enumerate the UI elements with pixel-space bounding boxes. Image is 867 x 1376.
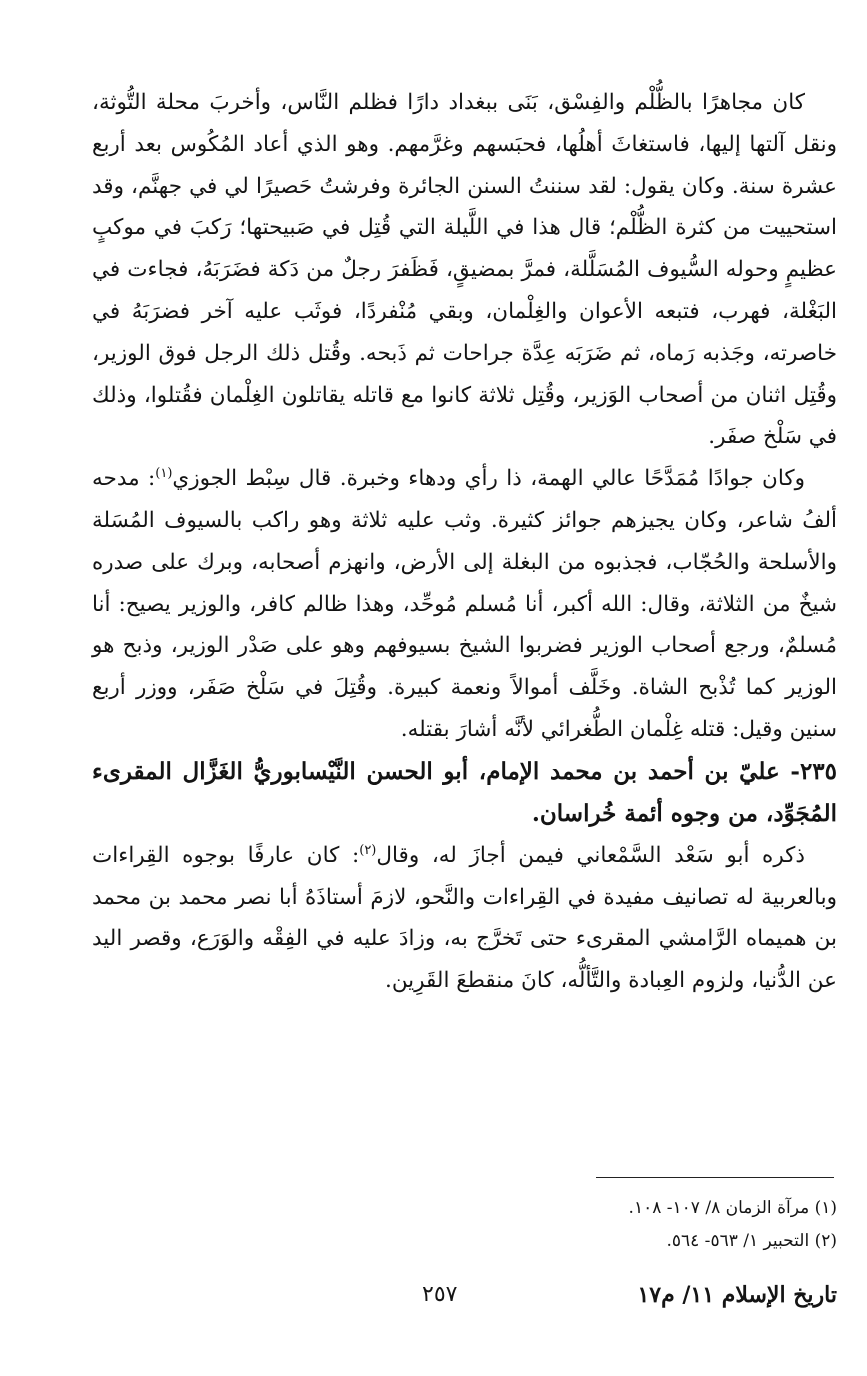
entry-heading: ٢٣٥- عليّ بن أحمد بن محمد الإمام، أبو الحسن النَّيْسابوريُّ الغَزَّال المقرىء المُجَوِّد، من وجوه أئمة خُراسان. xyxy=(92,757,837,827)
page-number: ٢٥٧ xyxy=(422,1282,458,1307)
footnote-marker-2: (٢) xyxy=(359,842,377,858)
paragraph-3-text-a: ذكره أبو سَعْد السَّمْعاني فيمن أجازَ له، وقال xyxy=(376,842,805,868)
paragraph-2-text-b: : مدحه ألفُ شاعر، وكان يجيزهم جوائز كثيرة. وثب عليه ثلاثة وهو راكب بالسيوف المُسَلة والأسلحة والحُجّاب، فجذبوه من البغلة إلى الأرض، وانهزم أصحابه، وبرك على صدره شيخٌ من الثلاثة، وقال: الله أكبر، أنا مُسلم مُوحِّد، وهذا ظالم كافر، والوزير يصيح: أنا مُسلمٌ، ورجع أصحاب الوزير فضربوا الشيخ بسيوفهم وهو على صَدْر الوزير، وذبح هو الوزير كما تُذْبح الشاة. وخَلَّف أموالاً ونعمة كبيرة. وقُتِلَ في سَلْخ صَفَر، ووزر أربع سنين وقيل: قتله غِلْمان الطُّغرائي لأنَّه أشارَ بقتله. xyxy=(92,466,837,742)
footnote-1: (١) مرآة الزمان ٨/ ١٠٧- ١٠٨. xyxy=(628,1198,837,1218)
footnotes xyxy=(300,1192,837,1258)
paragraph-3-text-b: : كان عارفًا بوجوه القِراءات وبالعربية له تصانيف مفيدة في القِراءات والنَّحو، لازمَ أستاذَهُ أبا نصر محمد بن محمد بن هميماه الرَّامشي المقرىء حتى تَخرَّج به، وزادَ عليه في الفِقْه والوَرَع، وقصر اليد عن الدُّنيا، ولزوم العِبادة والتَّألُّه، كانَ منقطعَ القَرِين. xyxy=(92,842,837,994)
paragraph-1: كان مجاهرًا بالظُّلْم والفِسْق، بَنَى ببغداد دارًا فظلم النَّاس، وأخربَ محلة التُّوثة، ونقل آلتها إليها، فاستغاثَ أهلُها، فحبَسهم وغرَّمهم. وهو الذي أعاد المُكُوس بعد أربع عشرة سنة. وكان يقول: لقد سننتُ السنن الجائرة وفرشتُ حَصيرًا لي في جهنَّم، وقد استحييت من كثرة الظُّلْم؛ قال هذا في اللَّيلة التي قُتِل في صَبيحتها؛ رَكبَ في موكبٍ عظيمٍ وحوله السُّيوف المُسَلَّلة، فمرَّ بمضيقٍ، فَظَفرَ رجلٌ من دَكة فضَرَبَهُ، فجاءت في البَغْلة، فهرب، فتبعه الأعوان والغِلْمان، وبقي مُنْفردًا، فوثَب عليه آخر فضرَبَهُ في خاصرته، وجَذبه رَماه، ثم ضَرَبَه عِدَّة جراحات ثم ذَبحه. وقُتل ذلك الرجل فوق الوزير، وقُتِل اثنان من أصحاب الوَزير، وقُتِل ثلاثة كانوا مع قاتله يقاتلون الغِلْمان فقُتلوا، وذلك في سَلْخ صفَر. xyxy=(92,90,837,450)
paragraph-2-text-a: وكان جوادًا مُمَدَّحًا عالي الهمة، ذا رأي ودهاء وخبرة. قال سِبْط الجوزي xyxy=(172,466,805,492)
footnote-marker-1: (١) xyxy=(155,466,173,482)
footnote-divider xyxy=(596,1177,834,1178)
paragraph-2 xyxy=(92,458,837,751)
footnote-2: (٢) التحبير ١/ ٥٦٣- ٥٦٤. xyxy=(666,1231,837,1251)
page-footer xyxy=(92,1282,837,1322)
running-title: تاريخ الإسلام ١١/ م١٧ xyxy=(637,1282,837,1308)
main-text xyxy=(92,82,837,1002)
paragraph-3 xyxy=(92,835,837,1002)
